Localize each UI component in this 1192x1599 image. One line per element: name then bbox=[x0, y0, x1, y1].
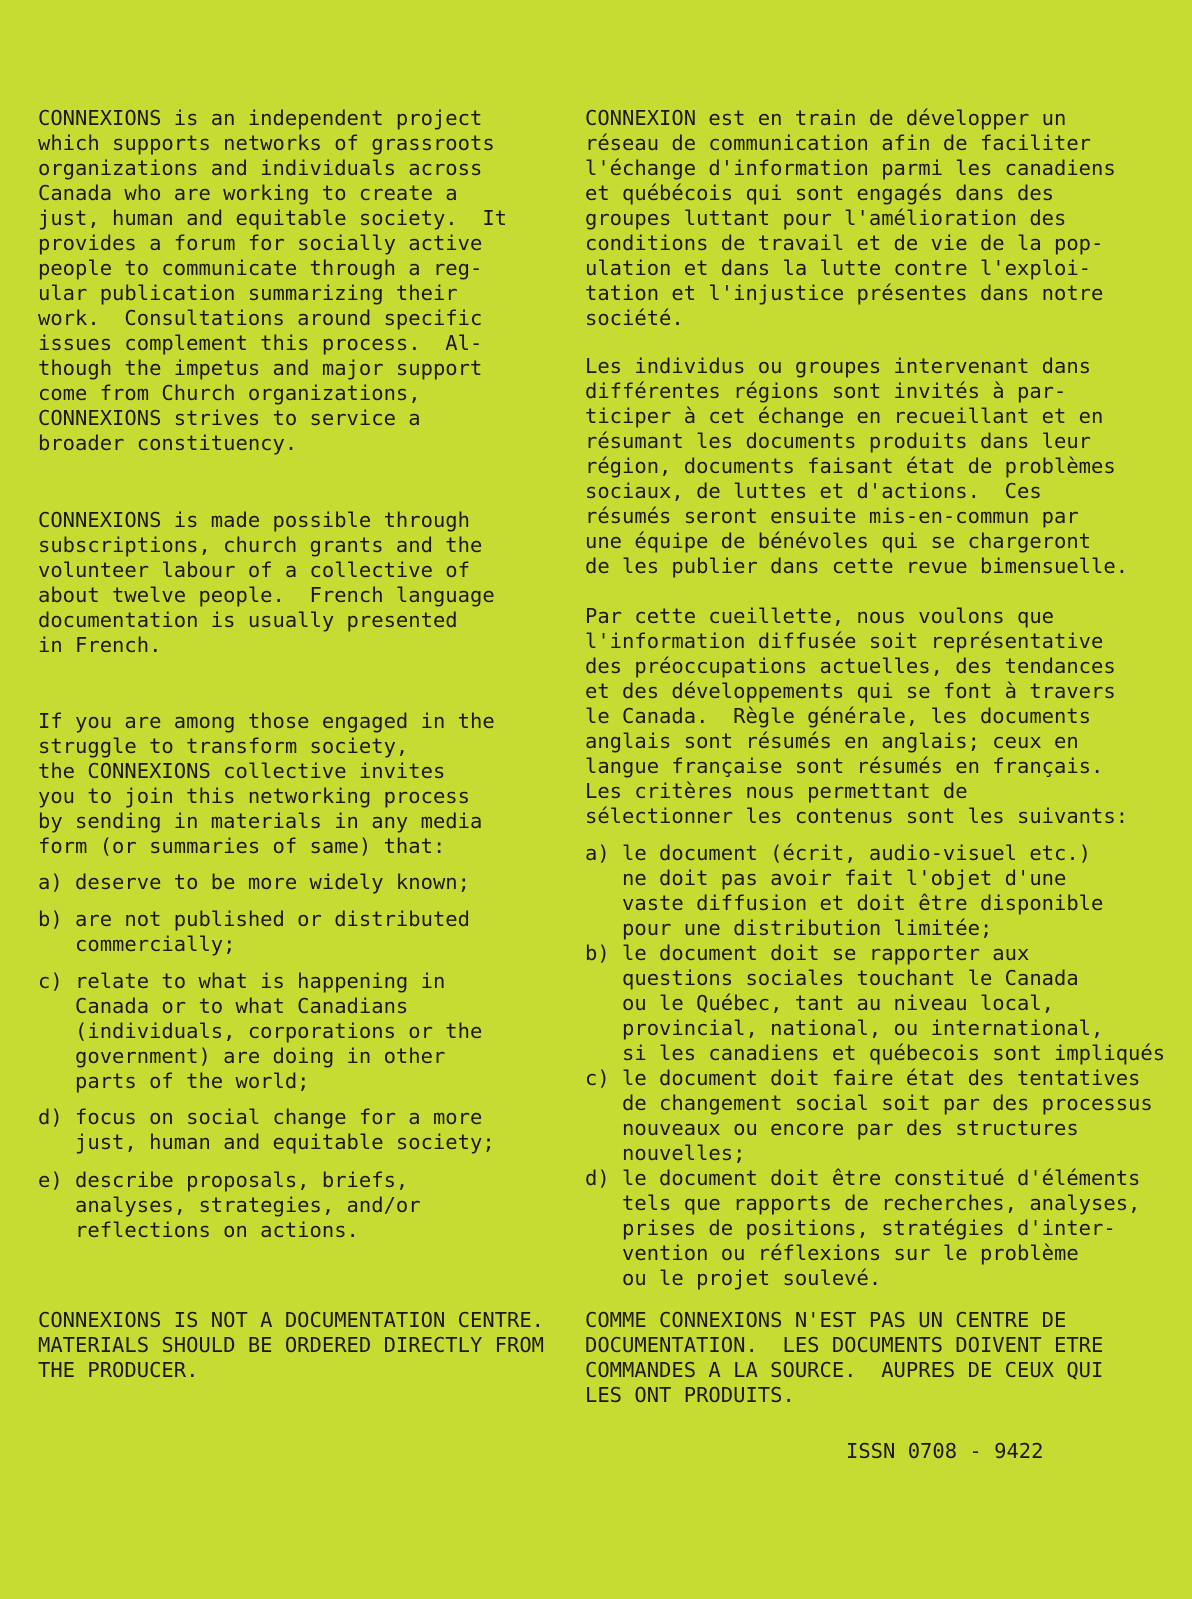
participation-paragraph-fr bbox=[585, 354, 1128, 579]
text-line: b) are not published or distributed bbox=[38, 907, 470, 931]
text-line: et québécois qui sont engagés dans des bbox=[585, 181, 1054, 205]
text-line: you to join this networking process bbox=[38, 784, 470, 808]
text-line: des préoccupations actuelles, des tendances bbox=[585, 654, 1116, 678]
text-line: de les publier dans cette revue bimensuelle. bbox=[585, 554, 1129, 578]
text-line: COMME CONNEXIONS N'EST PAS UN CENTRE DE bbox=[585, 1308, 1067, 1332]
list-item bbox=[38, 1105, 495, 1155]
text-line: volunteer labour of a collective of bbox=[38, 558, 470, 582]
text-line: pour une distribution limitée; bbox=[585, 916, 993, 940]
text-line: analyses, strategies, and/or bbox=[38, 1193, 421, 1217]
text-line: documentation is usually presented bbox=[38, 608, 458, 632]
text-line: COMMANDES A LA SOURCE. AUPRES DE CEUX QUI bbox=[585, 1358, 1104, 1382]
text-line: Les individus ou groupes intervenant dans bbox=[585, 354, 1092, 378]
text-line: in French. bbox=[38, 633, 162, 657]
text-line: CONNEXIONS is an independent project bbox=[38, 106, 483, 130]
text-line: sélectionner les contenus sont les suivants: bbox=[585, 804, 1129, 828]
text-line: une équipe de bénévoles qui se chargeront bbox=[585, 529, 1092, 553]
list-item bbox=[585, 841, 1103, 941]
text-line: by sending in materials in any media bbox=[38, 809, 483, 833]
list-item bbox=[585, 1166, 1140, 1291]
list-item bbox=[585, 941, 1165, 1066]
text-line: about twelve people. French language bbox=[38, 583, 495, 607]
text-line: the CONNEXIONS collective invites bbox=[38, 759, 446, 783]
text-line: a) le document (écrit, audio-visuel etc.) bbox=[585, 841, 1092, 865]
funding-paragraph bbox=[38, 508, 495, 658]
text-line: l'échange d'information parmi les canadiens bbox=[585, 156, 1116, 180]
text-line: struggle to transform society, bbox=[38, 734, 409, 758]
intro-paragraph-fr bbox=[585, 106, 1116, 331]
text-line: If you are among those engaged in the bbox=[38, 709, 495, 733]
text-line: though the impetus and major support bbox=[38, 356, 483, 380]
issn-number: ISSN 0708 - 9422 bbox=[846, 1439, 1044, 1463]
text-line: which supports networks of grassroots bbox=[38, 131, 495, 155]
text-line: CONNEXION est en train de développer un bbox=[585, 106, 1067, 130]
text-line: people to communicate through a reg- bbox=[38, 256, 483, 280]
text-line: e) describe proposals, briefs, bbox=[38, 1168, 409, 1192]
text-line: parts of the world; bbox=[38, 1069, 310, 1093]
text-line: langue française sont résumés en français. bbox=[585, 754, 1104, 778]
text-line: LES ONT PRODUITS. bbox=[585, 1383, 795, 1407]
text-line: Canada or to what Canadians bbox=[38, 994, 409, 1018]
text-line: société. bbox=[585, 306, 684, 330]
text-line: Canada who are working to create a bbox=[38, 181, 458, 205]
text-line: anglais sont résumés en anglais; ceux en bbox=[585, 729, 1079, 753]
text-line: si les canadiens et québecois sont impliqués bbox=[585, 1041, 1166, 1065]
text-line: conditions de travail et de vie de la pop- bbox=[585, 231, 1104, 255]
list-item bbox=[38, 969, 482, 1094]
text-line: broader constituency. bbox=[38, 431, 298, 455]
text-line: ulation et dans la lutte contre l'exploi- bbox=[585, 256, 1092, 280]
list-item bbox=[38, 1168, 421, 1243]
text-line: et des développements qui se font à travers bbox=[585, 679, 1116, 703]
text-line: provincial, national, ou international, bbox=[585, 1016, 1104, 1040]
ordering-notice bbox=[38, 1308, 544, 1383]
text-line: région, documents faisant état de problèmes bbox=[585, 454, 1116, 478]
text-line: just, human and equitable society; bbox=[38, 1130, 495, 1154]
text-line: ticiper à cet échange en recueillant et en bbox=[585, 404, 1104, 428]
text-line: form (or summaries of same) that: bbox=[38, 834, 446, 858]
text-line: THE PRODUCER. bbox=[38, 1358, 199, 1382]
text-line: government) are doing in other bbox=[38, 1044, 446, 1068]
text-line: différentes régions sont invités à par- bbox=[585, 379, 1067, 403]
text-line: provides a forum for socially active bbox=[38, 231, 483, 255]
text-line: ou le projet soulevé. bbox=[585, 1266, 882, 1290]
text-line: come from Church organizations, bbox=[38, 381, 421, 405]
list-item bbox=[585, 1066, 1153, 1166]
text-line: organizations and individuals across bbox=[38, 156, 483, 180]
text-line: réseau de communication afin de faciliter bbox=[585, 131, 1092, 155]
text-line: résumant les documents produits dans leur bbox=[585, 429, 1092, 453]
text-line: vention ou réflexions sur le problème bbox=[585, 1241, 1079, 1265]
text-line: sociaux, de luttes et d'actions. Ces bbox=[585, 479, 1042, 503]
list-item bbox=[38, 870, 470, 895]
text-line: Par cette cueillette, nous voulons que bbox=[585, 604, 1054, 628]
ordering-notice-fr bbox=[585, 1308, 1103, 1408]
text-line: subscriptions, church grants and the bbox=[38, 533, 483, 557]
text-line: questions sociales touchant le Canada bbox=[585, 966, 1079, 990]
text-line: CONNEXIONS IS NOT A DOCUMENTATION CENTRE. bbox=[38, 1308, 545, 1332]
text-line: c) le document doit faire état des tentatives bbox=[585, 1066, 1141, 1090]
text-line: CONNEXIONS strives to service a bbox=[38, 406, 421, 430]
text-line: work. Consultations around specific bbox=[38, 306, 483, 330]
text-line: résumés seront ensuite mis-en-commun par bbox=[585, 504, 1079, 528]
text-line: groupes luttant pour l'amélioration des bbox=[585, 206, 1067, 230]
text-line: d) focus on social change for a more bbox=[38, 1105, 483, 1129]
text-line: ne doit pas avoir fait l'objet d'une bbox=[585, 866, 1067, 890]
text-line: just, human and equitable society. It bbox=[38, 206, 507, 230]
text-line: tation et l'injustice présentes dans notre bbox=[585, 281, 1104, 305]
text-line: le Canada. Règle générale, les documents bbox=[585, 704, 1092, 728]
text-line: reflections on actions. bbox=[38, 1218, 359, 1242]
text-line: prises de positions, stratégies d'inter- bbox=[585, 1216, 1116, 1240]
text-line: tels que rapports de recherches, analyses, bbox=[585, 1191, 1141, 1215]
text-line: ou le Québec, tant au niveau local, bbox=[585, 991, 1054, 1015]
text-line: c) relate to what is happening in bbox=[38, 969, 446, 993]
text-line: a) deserve to be more widely known; bbox=[38, 870, 470, 894]
text-line: DOCUMENTATION. LES DOCUMENTS DOIVENT ETRE bbox=[585, 1333, 1104, 1357]
text-line: d) le document doit être constitué d'éléments bbox=[585, 1166, 1141, 1190]
text-line: ular publication summarizing their bbox=[38, 281, 458, 305]
text-line: b) le document doit se rapporter aux bbox=[585, 941, 1030, 965]
text-line: (individuals, corporations or the bbox=[38, 1019, 483, 1043]
list-item bbox=[38, 907, 470, 957]
text-line: Les critères nous permettant de bbox=[585, 779, 968, 803]
text-line: l'information diffusée soit représentative bbox=[585, 629, 1104, 653]
text-line: vaste diffusion et doit être disponible bbox=[585, 891, 1104, 915]
intro-paragraph bbox=[38, 106, 507, 456]
text-line: de changement social soit par des processus bbox=[585, 1091, 1153, 1115]
selection-paragraph-fr bbox=[585, 604, 1128, 829]
text-line: commercially; bbox=[38, 932, 236, 956]
text-line: nouveaux ou encore par des structures bbox=[585, 1116, 1079, 1140]
text-line: MATERIALS SHOULD BE ORDERED DIRECTLY FROM bbox=[38, 1333, 545, 1357]
invitation-paragraph bbox=[38, 709, 495, 859]
text-line: issues complement this process. Al- bbox=[38, 331, 483, 355]
text-line: CONNEXIONS is made possible through bbox=[38, 508, 470, 532]
text-line: nouvelles; bbox=[585, 1141, 746, 1165]
